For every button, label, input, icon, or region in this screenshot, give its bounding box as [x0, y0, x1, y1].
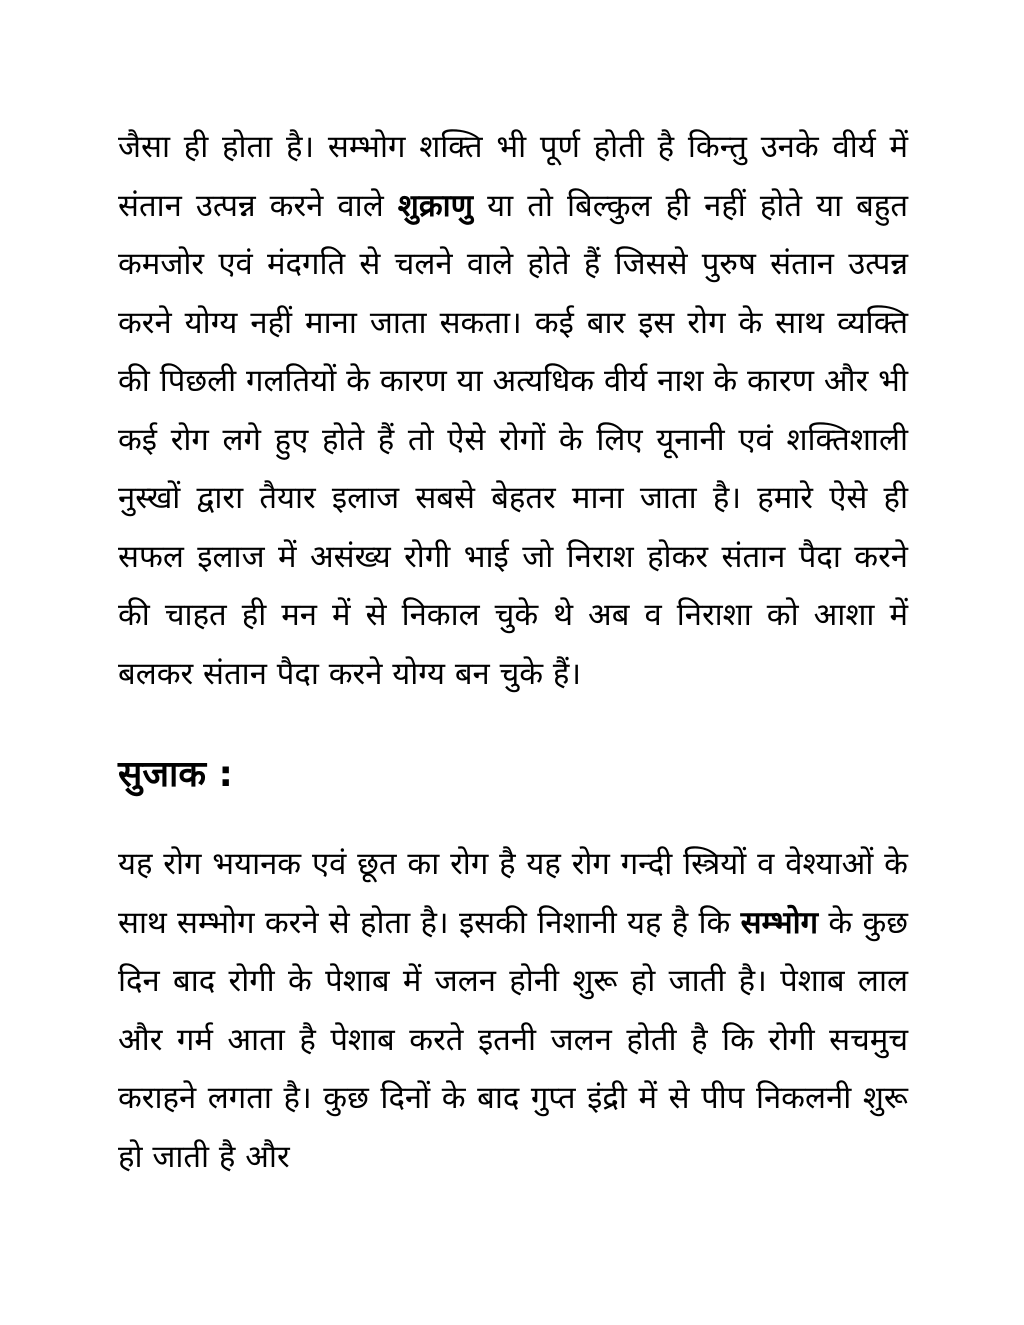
section-heading: सुजाक :: [118, 754, 233, 795]
paragraph-2-text-b: के कुछ दिन बाद रोगी के पेशाब में जलन होनी शुरू हो जाती है। पेशाब लाल और गर्म आता है पेशाब करते इतनी जलन होती है कि रोगी सचमुच कराहने लगता है। कुछ दिनों के बाद गुप्त इंद्री में से पीप निकलनी शुरू हो जाती है और: [118, 904, 908, 1175]
paragraph-1: [118, 118, 908, 703]
paragraph-2-text-a: यह रोग भयानक एवं छूत का रोग है यह रोग गन्दी स्त्रियों व वेश्याओं के साथ सम्भोग करने से होता है। इसकी निशानी यह है कि: [118, 846, 908, 941]
document-page: [118, 118, 908, 1186]
paragraph-2: [118, 835, 908, 1186]
bold-term-shukranu: शुक्राणु: [397, 187, 474, 224]
bold-term-sambhog: सम्भोग: [740, 904, 819, 941]
paragraph-1-text-b: या तो बिल्कुल ही नहीं होते या बहुत कमजोर एवं मंदगति से चलने वाले होते हैं जिससे पुरुष संतान उत्पन्न करने योग्य नहीं माना जाता सकता। कई बार इस रोग के साथ व्यक्ति की पिछली गलतियों के कारण या अत्यधिक वीर्य नाश के कारण और भी कई रोग लगे हुए होते हैं तो ऐसे रोगों के लिए यूनानी एवं शक्तिशाली नुस्खों द्वारा तैयार इलाज सबसे बेहतर माना जाता है। हमारे ऐसे ही सफल इलाज में असंख्य रोगी भाई जो निराश होकर संतान पैदा करने की चाहत ही मन में से निकाल चुके थे अब व निराशा को आशा में बलकर संतान पैदा करने योग्य बन चुके हैं।: [118, 187, 908, 692]
paragraph-1-text-a: जैसा ही होता है। सम्भोग शक्ति भी पूर्ण होती है किन्तु उनके वीर्य में संतान उत्पन्न करने वाले: [118, 129, 908, 224]
